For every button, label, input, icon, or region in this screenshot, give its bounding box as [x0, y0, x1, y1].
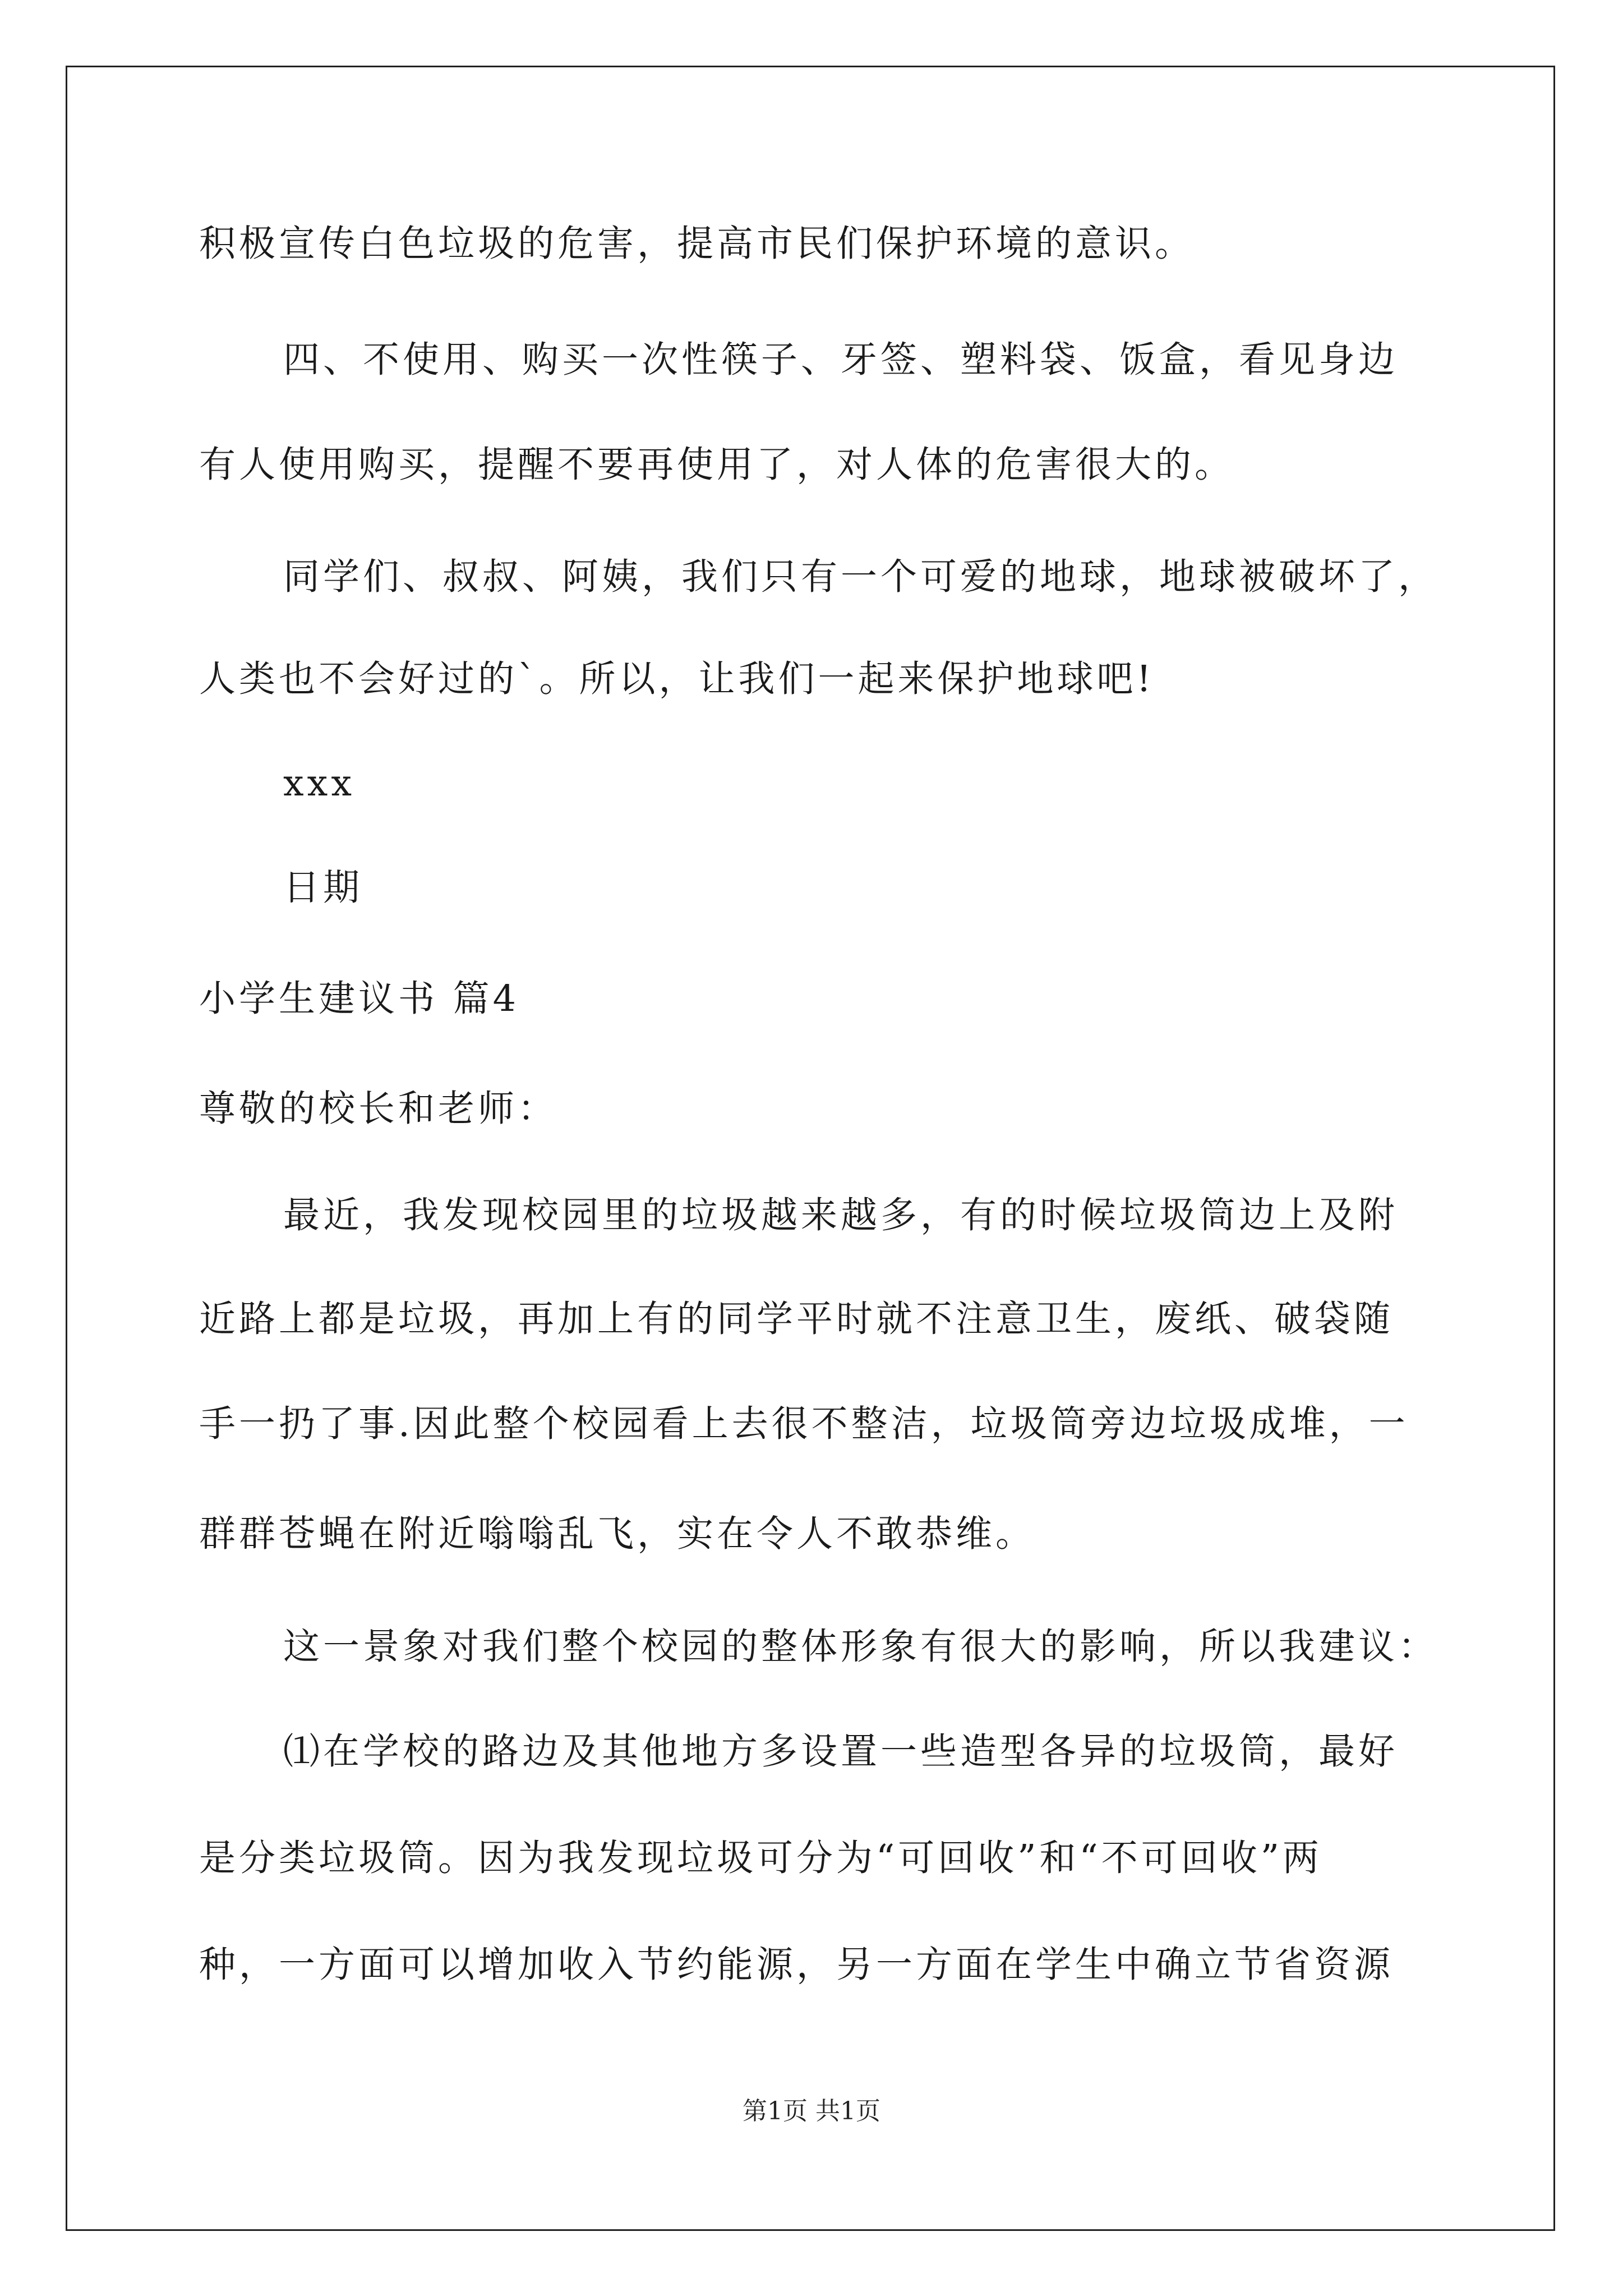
text-line: 积极宣传白色垃圾的危害，提高市民们保护环境的意识。 [199, 223, 1195, 265]
paragraph-line: ⑴在学校的路边及其他地方多设置一些造型各异的垃圾筒，最好 [283, 1731, 1399, 1773]
salutation: 尊敬的校长和老师： [199, 1088, 558, 1130]
text-line: 人类也不会好过的`。所以，让我们一起来保护地球吧! [199, 658, 1155, 700]
page-number-footer: 第1页 共1页 [743, 2097, 880, 2125]
paragraph-line: 四、不使用、购买一次性筷子、牙签、塑料袋、饭盒，看见身边 [283, 339, 1399, 381]
signature-date: 日期 [283, 867, 363, 909]
section-heading: 小学生建议书 篇4 [199, 978, 520, 1020]
paragraph-line: 最近，我发现校园里的垃圾越来越多，有的时候垃圾筒边上及附 [283, 1194, 1399, 1236]
text-line: 手一扔了事.因此整个校园看上去很不整洁，垃圾筒旁边垃圾成堆，一 [199, 1403, 1409, 1445]
paragraph-line: 同学们、叔叔、阿姨，我们只有一个可爱的地球，地球被破坏了， [283, 556, 1438, 598]
paragraph-line: 这一景象对我们整个校园的整体形象有很大的影响，所以我建议： [283, 1626, 1438, 1668]
page-border [66, 66, 1555, 2231]
text-line: 群群苍蝇在附近嗡嗡乱飞，实在令人不敢恭维。 [199, 1513, 1036, 1555]
text-line: 种，一方面可以增加收入节约能源，另一方面在学生中确立节省资源 [199, 1944, 1394, 1986]
text-line: 近路上都是垃圾，再加上有的同学平时就不注意卫生，废纸、破袋随 [199, 1298, 1394, 1340]
signature-name: xxx [283, 762, 355, 804]
text-line: 有人使用购买，提醒不要再使用了，对人体的危害很大的。 [199, 444, 1235, 486]
text-line: 是分类垃圾筒。因为我发现垃圾可分为“可回收”和“不可回收”两 [199, 1837, 1322, 1879]
